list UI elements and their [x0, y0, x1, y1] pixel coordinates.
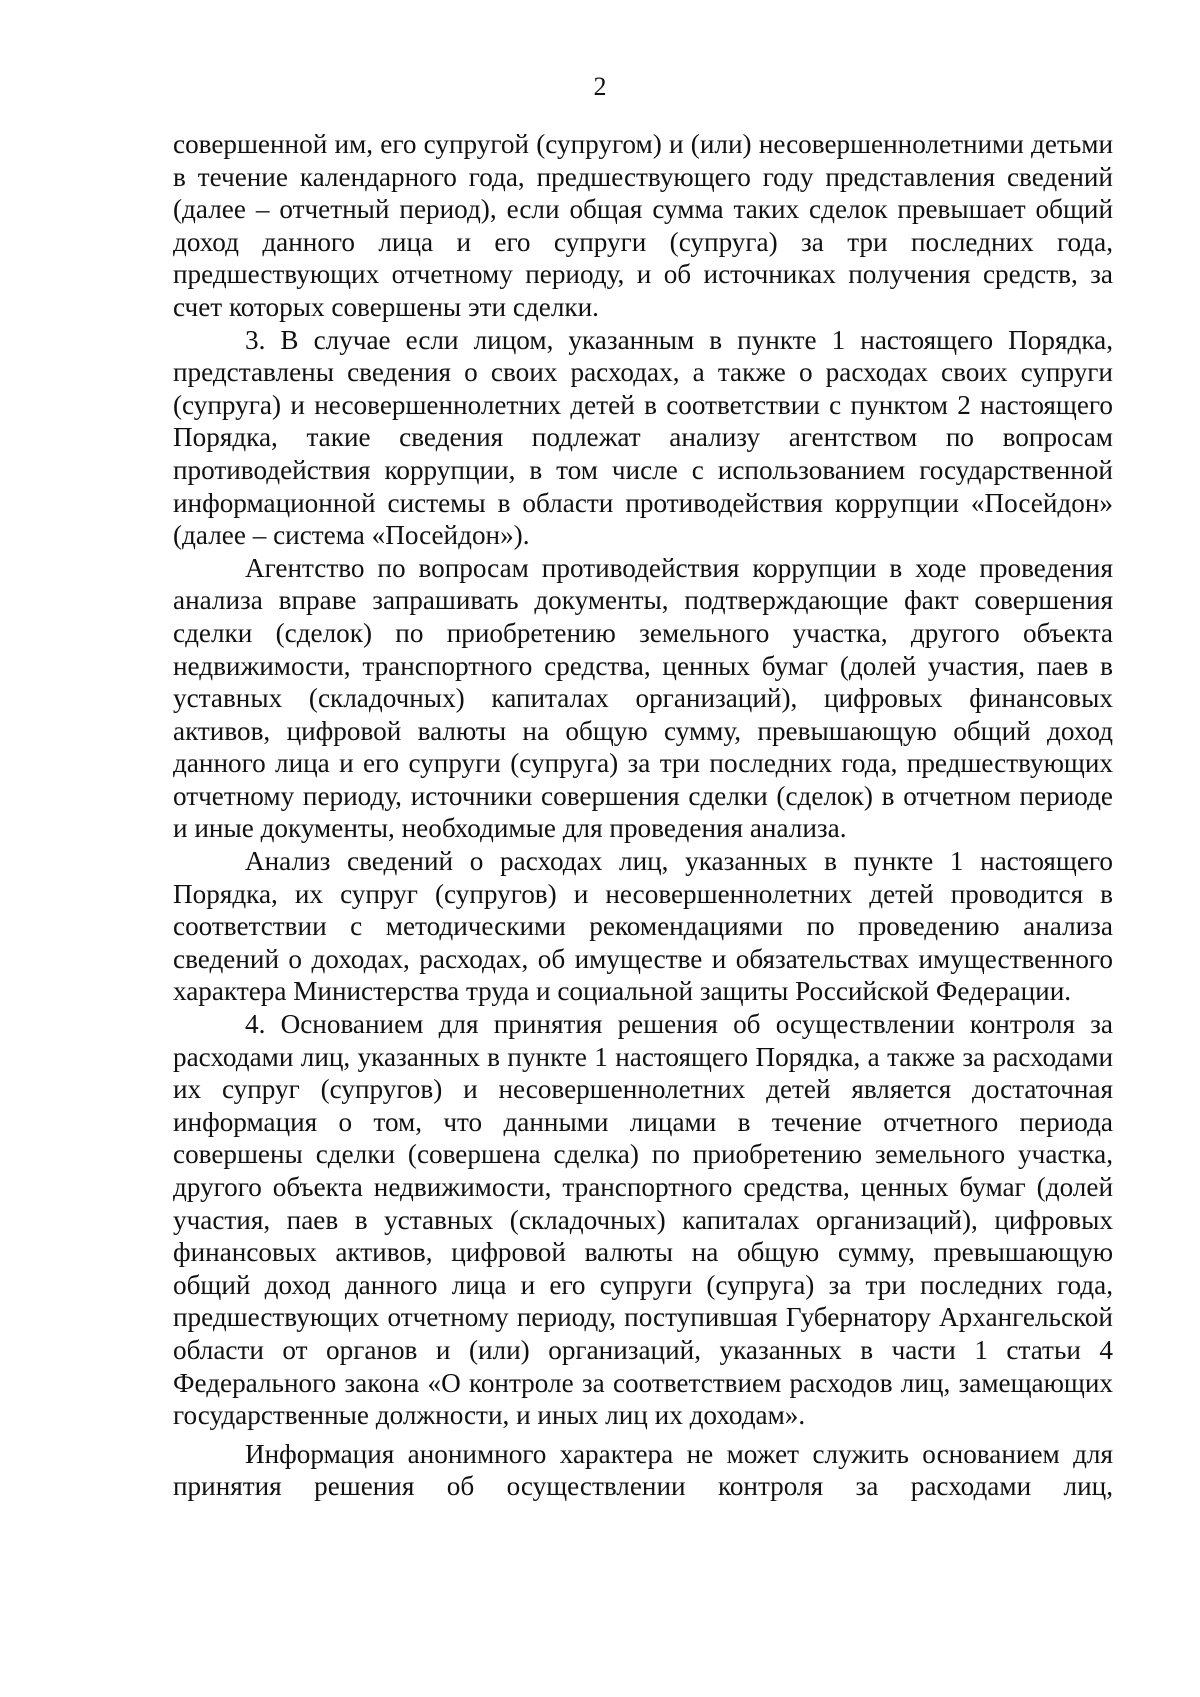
page-number: 2: [593, 72, 607, 101]
paragraph-item-3: 3. В случае если лицом, указанным в пункте 1 настоящего Порядка, представлены сведения о своих расходах, а также о расходах своих супруги (супруга) и несовершеннолетних детей в соответствии с пунктом 2 настоящего Порядка, такие сведения подлежат анализу агентством по вопросам противодействия коррупции, в том числе с использованием государственной информационной системы в области противодействия коррупции «Посейдон» (далее – система «Посейдон»).: [173, 324, 1113, 551]
paragraph-analysis: Анализ сведений о расходах лиц, указанных в пункте 1 настоящего Порядка, их супруг (супругов) и несовершеннолетних детей проводится в соответствии с методическими рекомендациями по проведению анализа сведений о доходах, расходах, об имуществе и обязательствах имущественного характера Министерства труда и социальной защиты Российской Федерации.: [173, 846, 1113, 1007]
paragraph-anonymous-info: Информация анонимного характера не может служить основанием для принятия решения об осуществлении контроля за расходами лиц,: [173, 1438, 1113, 1502]
paragraph-agency-request: Агентство по вопросам противодействия коррупции в ходе проведения анализа вправе запрашивать документы, подтверждающие факт совершения сделки (сделок) по приобретению земельного участка, другого объекта недвижимости, транспортного средства, ценных бумаг (долей участия, паев в уставных (складочных) капиталах организаций), цифровых финансовых активов, цифровой валюты на общую сумму, превышающую общий доход данного лица и его супруги (супруга) за три последних года, предшествующих отчетному периоду, источники совершения сделки (сделок) в отчетном периоде и иные документы, необходимые для проведения анализа.: [173, 552, 1113, 844]
paragraph-item-4: 4. Основанием для принятия решения об осуществлении контроля за расходами лиц, указанных в пункте 1 настоящего Порядка, а также за расходами их супруг (супругов) и несовершеннолетних детей является достаточная информация о том, что данными лицами в течение отчетного периода совершены сделки (совершена сделка) по приобретению земельного участка, другого объекта недвижимости, транспортного средства, ценных бумаг (долей участия, паев в уставных (складочных) капиталах организаций), цифровых финансовых активов, цифровой валюты на общую сумму, превышающую общий доход данного лица и его супруги (супруга) за три последних года, предшествующих отчетному периоду, поступившая Губернатору Архангельской области от органов и (или) организаций, указанных в части 1 статьи 4 Федерального закона «О контроле за соответствием расходов лиц, замещающих государственные должности, и иных лиц их доходам».: [173, 1009, 1113, 1431]
paragraph-continuation: совершенной им, его супругой (супругом) и (или) несовершеннолетними детьми в течение календарного года, предшествующего году представления сведений (далее – отчетный период), если общая сумма таких сделок превышает общий доход данного лица и его супруги (супруга) за три последних года, предшествующих отчетному периоду, и об источниках получения средств, за счет которых совершены эти сделки.: [173, 129, 1113, 322]
document-body: [173, 128, 1113, 1503]
